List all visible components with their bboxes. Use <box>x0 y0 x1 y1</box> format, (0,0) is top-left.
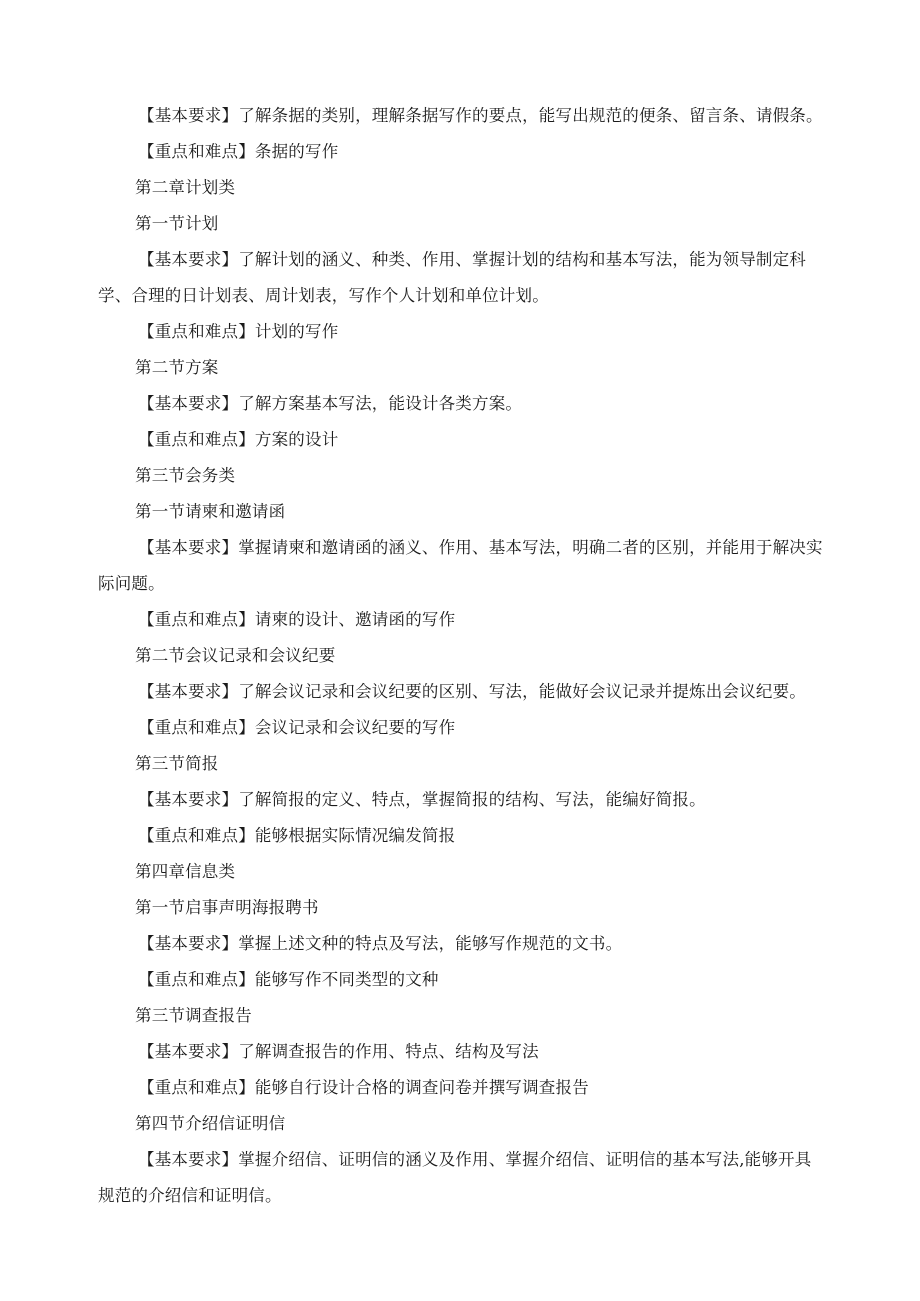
section-heading: 第三节会务类 <box>135 466 236 485</box>
key-points-paragraph: 【重点和难点】会议记录和会议纪要的写作 <box>138 718 456 737</box>
key-points-paragraph: 【重点和难点】方案的设计 <box>138 430 339 449</box>
requirement-paragraph: 【基本要求】了解调查报告的作用、特点、结构及写法 <box>138 1042 539 1061</box>
key-points-paragraph: 【重点和难点】能够根据实际情况编发简报 <box>138 826 456 845</box>
key-points-paragraph: 【重点和难点】能够写作不同类型的文种 <box>138 970 439 989</box>
requirement-paragraph: 【基本要求】了解条据的类别，理解条据写作的要点，能写出规范的便条、留言条、请假条。 <box>138 106 823 125</box>
requirement-paragraph: 【基本要求】掌握上述文种的特点及写法，能够写作规范的文书。 <box>138 934 623 953</box>
key-points-paragraph: 【重点和难点】能够自行设计合格的调查问卷并撰写调查报告 <box>138 1078 589 1097</box>
section-heading: 第一节请柬和邀请函 <box>135 502 286 521</box>
section-heading: 第一节启事声明海报聘书 <box>135 898 319 917</box>
key-points-paragraph: 【重点和难点】请柬的设计、邀请函的写作 <box>138 610 456 629</box>
requirement-paragraph: 【基本要求】了解简报的定义、特点，掌握简报的结构、写法，能编好简报。 <box>138 790 706 809</box>
requirement-paragraph: 【基本要求】掌握介绍信、证明信的涵义及作用、掌握介绍信、证明信的基本写法,能够开具规范的介绍信和证明信。 <box>98 1150 812 1205</box>
section-heading: 第二节方案 <box>135 358 219 377</box>
section-heading: 第二节会议记录和会议纪要 <box>135 646 336 665</box>
requirement-paragraph: 【基本要求】了解会议记录和会议纪要的区别、写法，能做好会议记录并提炼出会议纪要。 <box>138 682 806 701</box>
section-heading: 第三节简报 <box>135 754 219 773</box>
requirement-paragraph: 【基本要求】了解计划的涵义、种类、作用、掌握计划的结构和基本写法，能为领导制定科学、合理的日计划表、周计划表，写作个人计划和单位计划。 <box>98 250 806 305</box>
section-heading: 第三节调查报告 <box>135 1006 252 1025</box>
chapter-heading: 第四章信息类 <box>135 862 236 881</box>
section-heading: 第一节计划 <box>135 214 219 233</box>
requirement-paragraph: 【基本要求】掌握请柬和邀请函的涵义、作用、基本写法，明确二者的区别，并能用于解决实际问题。 <box>98 538 823 593</box>
requirement-paragraph: 【基本要求】了解方案基本写法，能设计各类方案。 <box>138 394 523 413</box>
section-heading: 第四节介绍信证明信 <box>135 1114 286 1133</box>
key-points-paragraph: 【重点和难点】条据的写作 <box>138 142 339 161</box>
chapter-heading: 第二章计划类 <box>135 178 236 197</box>
key-points-paragraph: 【重点和难点】计划的写作 <box>138 322 339 341</box>
